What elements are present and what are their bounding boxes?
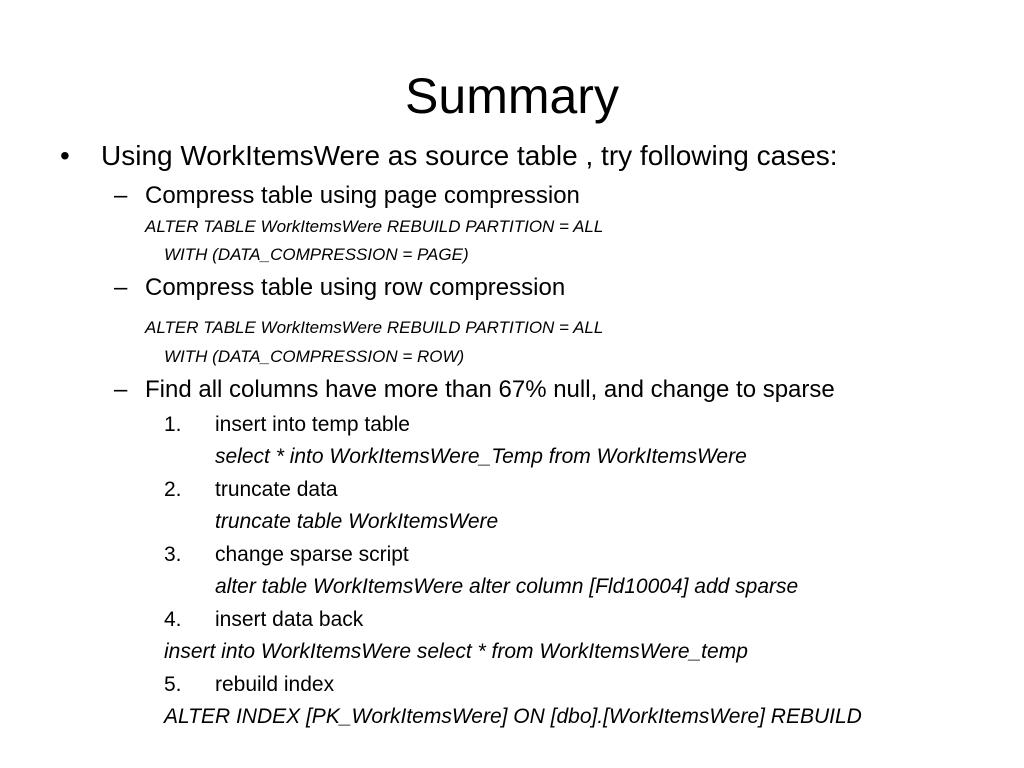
case-sparse-columns: Find all columns have more than 67% null, and change to sparse bbox=[145, 376, 835, 403]
code-row-compression-line1: ALTER TABLE WorkItemsWere REBUILD PARTITION = ALL bbox=[145, 318, 604, 337]
code-row-compression-line2: WITH (DATA_COMPRESSION = ROW) bbox=[164, 347, 465, 366]
dash-marker: – bbox=[114, 376, 128, 403]
step-code: insert into WorkItemsWere select * from WorkItemsWere_temp bbox=[164, 640, 748, 663]
step-text: truncate data bbox=[215, 478, 338, 501]
step-number: 1. bbox=[164, 413, 182, 436]
step-code: truncate table WorkItemsWere bbox=[215, 510, 499, 533]
bullet-marker: • bbox=[60, 140, 70, 171]
slide-title: Summary bbox=[405, 68, 619, 124]
step-number: 4. bbox=[164, 608, 182, 631]
step-code: select * into WorkItemsWere_Temp from WorkItemsWere bbox=[215, 445, 747, 468]
case-page-compression: Compress table using page compression bbox=[145, 182, 580, 209]
code-page-compression-line2: WITH (DATA_COMPRESSION = PAGE) bbox=[164, 245, 469, 264]
step-text: insert into temp table bbox=[215, 413, 410, 436]
bullet-text: Using WorkItemsWere as source table , try following cases: bbox=[101, 140, 838, 171]
step-number: 5. bbox=[164, 673, 182, 696]
step-code: alter table WorkItemsWere alter column [Fld10004] add sparse bbox=[215, 575, 799, 598]
step-number: 3. bbox=[164, 543, 182, 566]
case-row-compression: Compress table using row compression bbox=[145, 274, 566, 301]
step-text: insert data back bbox=[215, 608, 364, 631]
step-text: rebuild index bbox=[215, 673, 335, 696]
dash-marker: – bbox=[114, 274, 128, 301]
dash-marker: – bbox=[114, 182, 128, 209]
code-page-compression-line1: ALTER TABLE WorkItemsWere REBUILD PARTITION = ALL bbox=[145, 217, 604, 236]
step-code: ALTER INDEX [PK_WorkItemsWere] ON [dbo].[WorkItemsWere] REBUILD bbox=[164, 705, 862, 728]
step-text: change sparse script bbox=[215, 543, 409, 566]
step-number: 2. bbox=[164, 478, 182, 501]
